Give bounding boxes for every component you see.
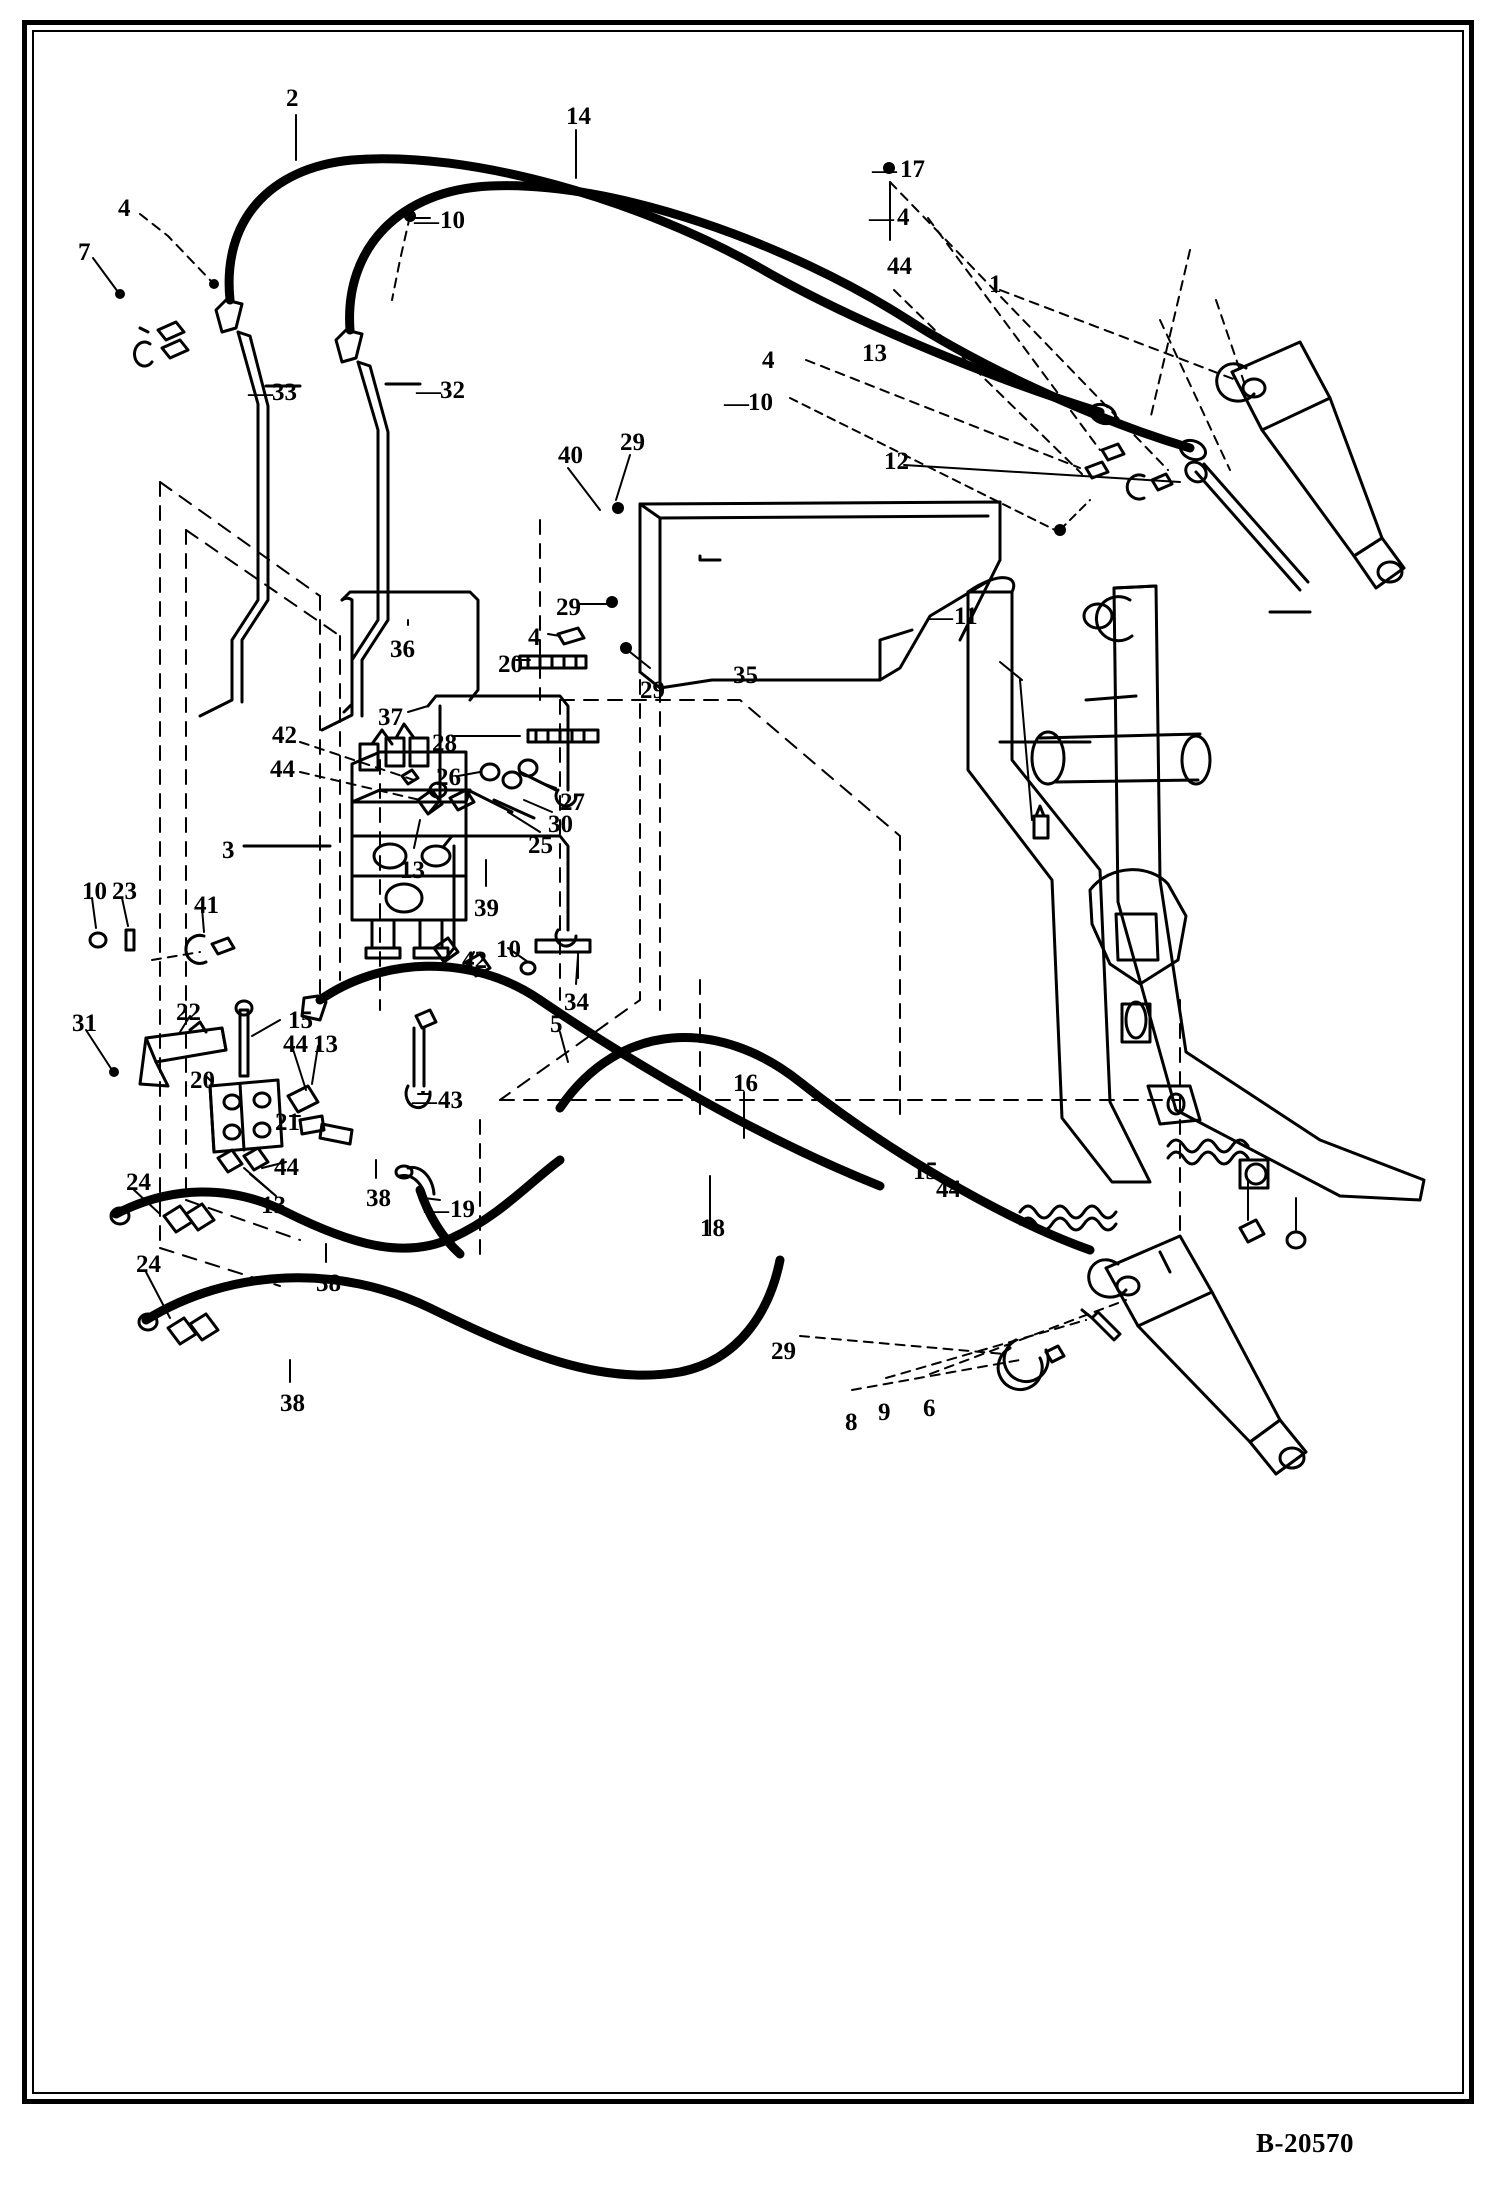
callout-label: 13: [261, 1192, 286, 1219]
leader-dash: —: [412, 1088, 437, 1115]
callout-label: 4: [762, 347, 775, 374]
callout-label: 20: [498, 651, 523, 678]
callout-label: 37: [378, 704, 403, 731]
callout-label: 28: [432, 730, 457, 757]
leader-dash: —: [872, 157, 897, 184]
figure-number: B-20570: [1256, 2128, 1354, 2158]
callout-label: 43: [438, 1087, 463, 1114]
leader-dash: —: [869, 205, 894, 232]
callout-label: 44: [283, 1031, 308, 1058]
callout-label: 40: [558, 442, 583, 469]
callout-label: 44: [270, 756, 295, 783]
callout-label: 41: [194, 892, 219, 919]
callout-label: 42: [462, 947, 487, 974]
callout-label: 1: [989, 271, 1002, 298]
callout-label: 27: [560, 789, 585, 816]
callout-label: 21: [275, 1109, 300, 1136]
callout-label: 7: [78, 239, 91, 266]
callout-label: 2: [286, 85, 299, 112]
leader-dash: —: [424, 1197, 449, 1224]
callout-label: 10: [496, 936, 521, 963]
callout-label: 19: [450, 1196, 475, 1223]
callout-label: 44: [274, 1154, 299, 1181]
callout-label: 18: [700, 1215, 725, 1242]
callout-label: 15: [288, 1007, 313, 1034]
callout-label: 3: [222, 837, 235, 864]
callout-label: 4: [528, 624, 541, 651]
callout-label: 44: [936, 1176, 961, 1203]
callout-label: 10: [82, 878, 107, 905]
callout-label: 39: [474, 895, 499, 922]
callout-label: 44: [887, 253, 912, 280]
callout-label: 4: [118, 195, 131, 222]
callout-label: 24: [136, 1251, 161, 1278]
callout-label: 13: [862, 340, 887, 367]
callout-label: 38: [316, 1270, 341, 1297]
callout-label: 10: [748, 389, 773, 416]
leader-dash: —: [248, 380, 273, 407]
callout-label: 14: [566, 103, 591, 130]
callout-label: 30: [548, 811, 573, 838]
callout-label: 29: [640, 677, 665, 704]
callout-label: 9: [878, 1399, 891, 1426]
callout-label: 10: [440, 207, 465, 234]
callout-label: 12: [884, 448, 909, 475]
callout-label: 13: [400, 857, 425, 884]
callout-label: 35: [733, 662, 758, 689]
leader-dash: —: [416, 378, 441, 405]
callout-label: 5: [550, 1011, 563, 1038]
callout-label: 6: [923, 1395, 936, 1422]
callout-label: 38: [280, 1390, 305, 1417]
callout-label: 34: [564, 989, 589, 1016]
callout-label: 32: [440, 377, 465, 404]
callout-label: 24: [126, 1169, 151, 1196]
callout-label: 17: [900, 156, 925, 183]
leader-dash: —: [724, 390, 749, 417]
callout-label: 36: [390, 636, 415, 663]
callout-label: 4: [897, 204, 910, 231]
callout-label: 29: [556, 594, 581, 621]
callout-label: 29: [771, 1338, 796, 1365]
callout-label: 23: [112, 878, 137, 905]
callout-label: 38: [366, 1185, 391, 1212]
callout-label: 15: [913, 1158, 938, 1185]
callout-label: 25: [528, 832, 553, 859]
callout-label: 11: [954, 603, 978, 630]
callout-label: 20: [190, 1067, 215, 1094]
callout-label: 29: [620, 429, 645, 456]
callout-label: 22: [176, 999, 201, 1026]
leader-dash: —: [928, 604, 953, 631]
callout-label: 42: [272, 722, 297, 749]
callout-label: 26: [436, 764, 461, 791]
callout-label: 13: [313, 1031, 338, 1058]
callout-label: 31: [72, 1010, 97, 1037]
leader-dash: —: [414, 208, 439, 235]
callout-label: 16: [733, 1070, 758, 1097]
callout-label: 8: [845, 1409, 858, 1436]
callout-label: 33: [272, 379, 297, 406]
